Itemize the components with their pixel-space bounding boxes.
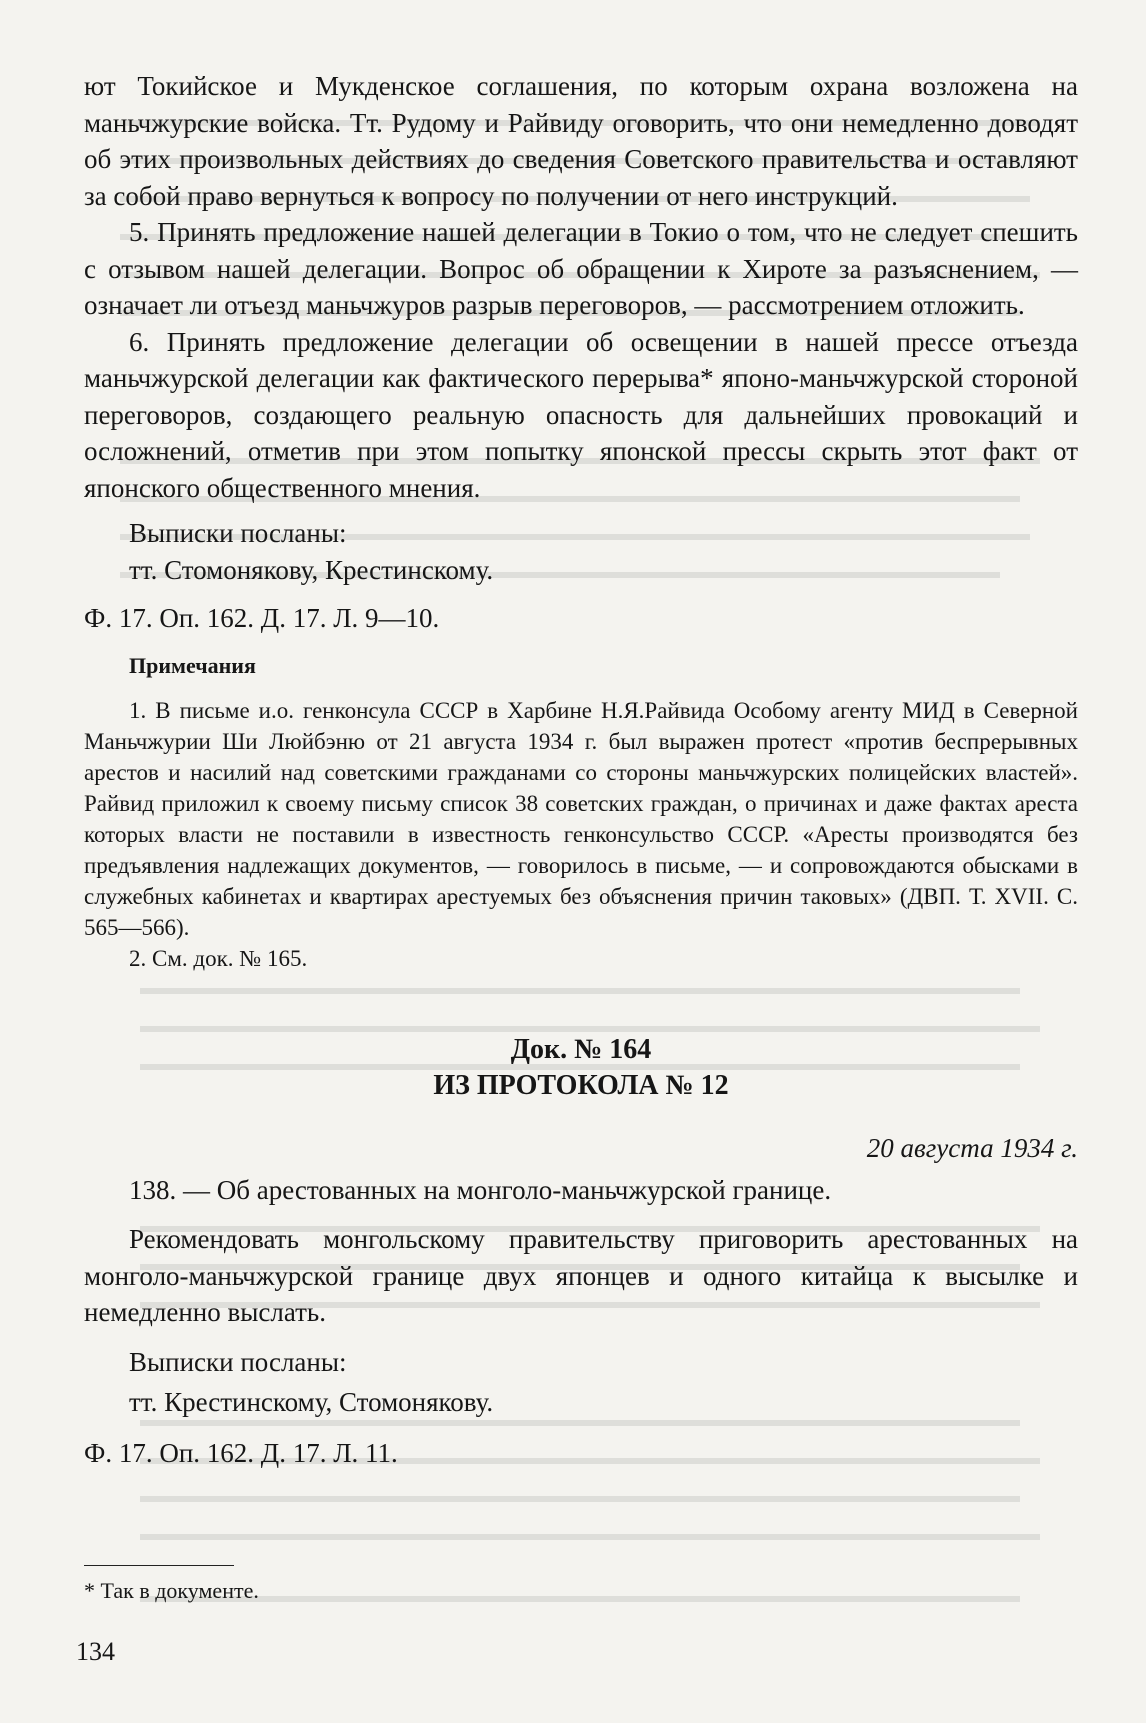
extracts-recipients: тт. Стомонякову, Крестинскому. — [129, 554, 494, 585]
document-number: Док. № 164 — [510, 1033, 652, 1065]
body-paragraph-continued: ют Токийское и Мукденское соглашения, по которым охрана возложена на маньчжурские войска. Тт. Рудому и Райвиду оговорить, что они немедленно доводят об этих произвольных действиях до сведения Советского правительства и оставляют за собой право вернуться к вопросу по получении от него инструкций. — [84, 71, 1078, 211]
document-date: 20 августа 1934 г. — [866, 1132, 1078, 1163]
note-1: 1. В письме и.о. генконсула СССР в Харбине Н.Я.Райвида Особому агенту МИД в Северной Маньчжурии Ши Люйбэню от 21 августа 1934 г. был выражен протест «против беспрерывных арестов и насилий над советскими гражданами со стороны маньчжурских полицейских властей». Райвид приложил к своему письму список 38 советских граждан, о причинах и даже фактах ареста которых власти не поставили в известность генконсульство СССР. «Аресты производятся без предъявления надлежащих документов, — говорилось в письме, — и сопровождаются обысками в служебных кабинетах и квартирах арестуемых без объяснения причин таковых» (ДВП. Т. XVII. С. 565—566). — [84, 697, 1078, 940]
extracts-sent-label-2: Выписки посланы: — [129, 1346, 347, 1377]
notes-heading: Примечания — [129, 652, 256, 678]
archive-reference-2: Ф. 17. Оп. 162. Д. 17. Л. 11. — [84, 1437, 398, 1468]
protocol-item-text: Рекомендовать монгольскому правительству приговорить арестованных на монголо-маньчжурской границе двух японцев и одного китайца к высылке и немедленно выслать. — [84, 1224, 1078, 1327]
document-title: ИЗ ПРОТОКОЛА № 12 — [433, 1069, 729, 1101]
footnote-divider — [84, 1565, 234, 1566]
footnote: * Так в документе. — [84, 1578, 259, 1603]
archive-reference: Ф. 17. Оп. 162. Д. 17. Л. 9—10. — [84, 603, 440, 633]
body-paragraph-item-5: 5. Принять предложение нашей делегации в Токио о том, что не следует спешить с отзывом нашей делегации. Вопрос об обращении к Хироте за разъяснением, — означает ли отъезд маньчжуров разрыв переговоров, — рассмотрением отложить. — [84, 217, 1078, 320]
note-2: 2. См. док. № 165. — [129, 945, 308, 971]
main-text-column — [84, 68, 1078, 1471]
extracts-sent-label: Выписки посланы: — [129, 518, 347, 548]
protocol-item-heading: 138. — Об арестованных на монголо-маньчжурской границе. — [129, 1174, 832, 1205]
page-number: 134 — [76, 1637, 115, 1666]
extracts-recipients-2: тт. Крестинскому, Стомонякову. — [129, 1387, 494, 1417]
body-paragraph-item-6: 6. Принять предложение делегации об освещении в нашей прессе отъезда маньчжурской делегации как фактического перерыва* японо-маньчжурской стороной переговоров, создающего реальную опасность для дальнейших провокаций и осложнений, отметив при этом попытку японской прессы скрыть этот факт от японского общественного мнения. — [84, 326, 1078, 503]
